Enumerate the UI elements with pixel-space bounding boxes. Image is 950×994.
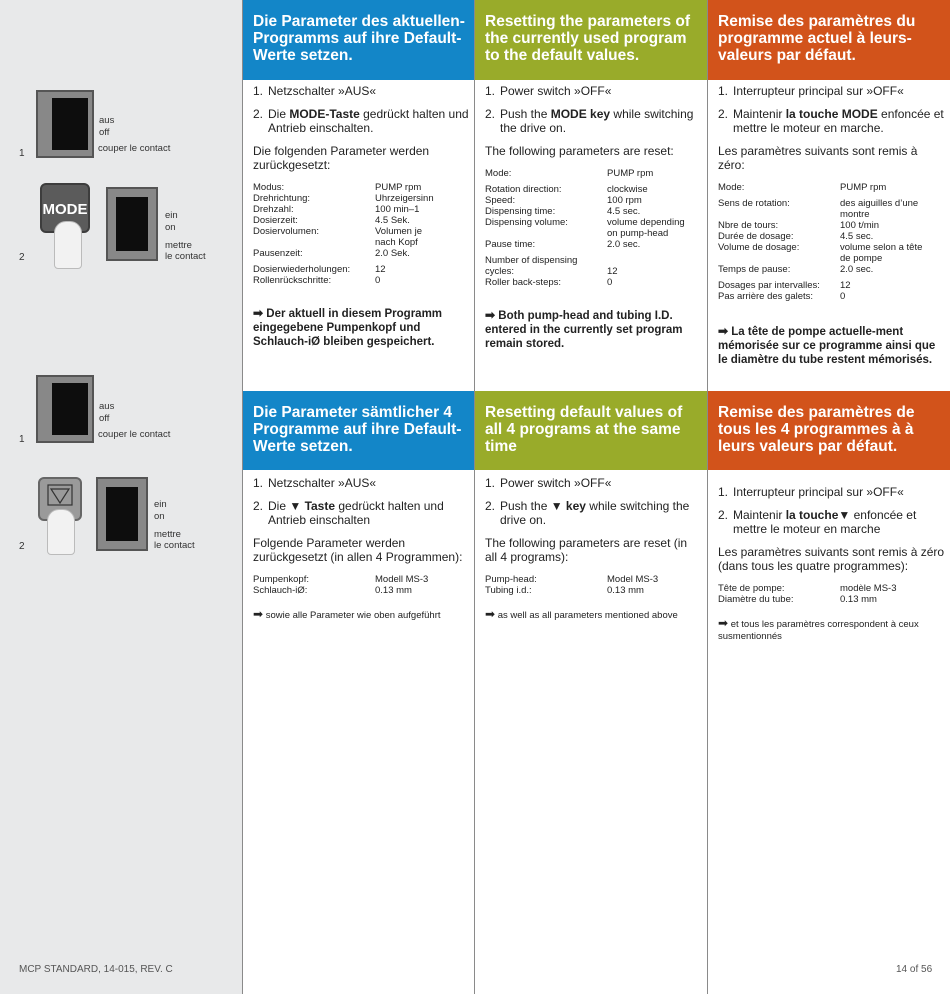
label-on: on	[154, 511, 165, 522]
note-fr-bottom: ➡ et tous les paramètres correspondent à ceux susmentionnés	[718, 616, 919, 642]
label-ein: ein	[154, 499, 167, 510]
section-body-fr-top	[718, 84, 945, 367]
section-title-fr-top: Remise des paramètres du programme actuel à leurs-valeurs par défaut.	[708, 0, 950, 80]
arrow-right-icon: ➡	[253, 306, 264, 320]
label-on: on	[165, 222, 176, 233]
step-number: 2	[19, 541, 25, 552]
section-title-fr-bottom: Remise des paramètres de tous les 4 programmes à à leurs valeurs par défaut.	[708, 391, 950, 470]
step-2: 2. Die ▼ Taste gedrückt halten und Antrieb einschalten	[253, 499, 444, 527]
note-de-bottom: ➡ sowie alle Parameter wie oben aufgeführt	[253, 607, 441, 621]
finger-icon	[54, 221, 82, 269]
step-1: 1. Netzschalter »AUS«	[253, 84, 377, 98]
sidebar-illustrations	[0, 0, 242, 994]
label-couper: couper le contact	[98, 429, 171, 440]
section-body-de-top	[253, 84, 469, 349]
step-number: 2	[19, 252, 25, 263]
step-2: 2. Push the ▼ key while switching the drive on.	[485, 499, 690, 527]
label-mettre: mettre	[165, 240, 192, 251]
column-german	[242, 0, 475, 994]
section-title-en-bottom: Resetting default values of all 4 programs at the same time	[475, 391, 708, 470]
mode-key-label: MODE	[42, 201, 88, 218]
step-2: 2. Maintenir la touche MODE enfoncée et mettre le moteur en marche.	[718, 107, 944, 135]
section-body-de-bottom	[253, 476, 469, 622]
label-aus: aus	[99, 115, 115, 126]
note-de-top: ➡ Der aktuell in diesem Programm eingegebene Pumpenkopf und Schlauch-iØ bleiben gespeichert.	[253, 306, 443, 348]
reset-intro: Les paramètres suivants sont remis à zéro (dans tous les quatre programmes):	[718, 545, 945, 573]
power-switch-off-illustration	[36, 90, 94, 158]
reset-intro: Folgende Parameter werden zurückgesetzt (in allen 4 Programmen):	[253, 536, 463, 564]
parameter-table: Mode: PUMP rpm Rotation direction: clockwise Speed: 100 rpm Dispensing time: 4.5 sec. Dispensing volume: volume depending on pump-head Pause time: 2.0 sec. Number of dispensing cycles: 12 Roller back-steps: 0	[485, 168, 685, 288]
section-title-de-bottom: Die Parameter sämtlicher 4 Programme auf ihre Default-Werte setzen.	[243, 391, 475, 470]
arrow-right-icon: ➡	[718, 616, 729, 630]
finger-icon	[47, 509, 75, 555]
reset-intro: Die folgenden Parameter werden zurückgesetzt:	[253, 144, 430, 172]
label-mettre: mettre	[154, 529, 181, 540]
step-1: 1. Netzschalter »AUS«	[253, 476, 377, 490]
label-off: off	[99, 413, 110, 424]
reset-intro: The following parameters are reset:	[485, 144, 674, 158]
parameter-table: Pumpenkopf: Modell MS-3 Schlauch-iØ: 0.13 mm	[253, 574, 429, 596]
note-en-top: ➡ Both pump-head and tubing I.D. entered in the currently set program remain stored.	[485, 308, 683, 350]
note-fr-top: ➡ La tête de pompe actuelle-ment mémorisée sur ce programme ainsi que le diamètre du tube restent mémorisés.	[718, 324, 936, 366]
section-title-de-top: Die Parameter des aktuellen-Programms auf ihre Default-Werte setzen.	[243, 0, 475, 80]
label-couper: couper le contact	[98, 143, 171, 154]
step-number: 1	[19, 434, 25, 445]
label-contact: le contact	[165, 251, 206, 262]
step-2: 2. Die MODE-Taste gedrückt halten und Antrieb einschalten.	[253, 107, 469, 135]
step-2: 2. Maintenir la touche▼ enfoncée et mettre le moteur en marche	[718, 508, 917, 536]
section-body-en-bottom	[485, 476, 702, 622]
parameter-table: Tête de pompe: modèle MS-3 Diamètre du tube: 0.13 mm	[718, 583, 897, 605]
footer-document-id: MCP STANDARD, 14-015, REV. C	[19, 964, 173, 975]
step-number: 1	[19, 148, 25, 159]
power-switch-off-illustration	[36, 375, 94, 443]
step-1: 1. Interrupteur principal sur »OFF«	[718, 485, 904, 499]
step-1: 1. Power switch »OFF«	[485, 84, 612, 98]
step-1: 1. Power switch »OFF«	[485, 476, 612, 490]
step-1: 1. Interrupteur principal sur »OFF«	[718, 84, 904, 98]
down-key-illustration	[38, 477, 82, 553]
label-contact: le contact	[154, 540, 195, 551]
label-aus: aus	[99, 401, 115, 412]
reset-intro: The following parameters are reset (in all 4 programs):	[485, 536, 688, 564]
mode-key-illustration	[40, 183, 90, 267]
parameter-table: Pump-head: Model MS-3 Tubing i.d.: 0.13 mm	[485, 574, 659, 596]
power-switch-on-illustration	[106, 187, 158, 261]
arrow-right-icon: ➡	[253, 607, 264, 621]
arrow-right-icon: ➡	[485, 607, 496, 621]
note-en-bottom: ➡ as well as all parameters mentioned above	[485, 607, 678, 621]
arrow-right-icon: ➡	[485, 308, 496, 322]
power-switch-on-illustration	[96, 477, 148, 551]
label-off: off	[99, 127, 110, 138]
reset-intro: Les paramètres suivants sont remis à zéro:	[718, 144, 918, 172]
parameter-table: Modus: PUMP rpm Drehrichtung: Uhrzeigersinn Drehzahl: 100 min–1 Dosierzeit: 4.5 Sek. Dosiervolumen: Volumen je nach Kopf Pausenzeit: 2.0 Sek. Dosierwiederholungen: 12 Rollenrückschritte: 0	[253, 182, 434, 286]
column-english	[474, 0, 708, 994]
parameter-table: Mode: PUMP rpm Sens de rotation: des aiguilles d’une montre Nbre de tours: 100 t/min Durée de dosage: 4.5 sec. Volume de dosage: volume selon a tête de pompe Temps de pause: 2.0 sec. Dosages par intervalles: 12 Pas arrière des galets: 0	[718, 182, 923, 302]
section-body-fr-bottom	[718, 485, 945, 643]
label-ein: ein	[165, 210, 178, 221]
section-title-en-top: Resetting the parameters of the currently used program to the default values.	[475, 0, 708, 80]
column-french	[707, 0, 950, 994]
step-2: 2. Push the MODE key while switching the drive on.	[485, 107, 694, 135]
section-body-en-top	[485, 84, 702, 351]
arrow-right-icon: ➡	[718, 324, 729, 338]
footer-page-number: 14 of 56	[896, 964, 933, 975]
